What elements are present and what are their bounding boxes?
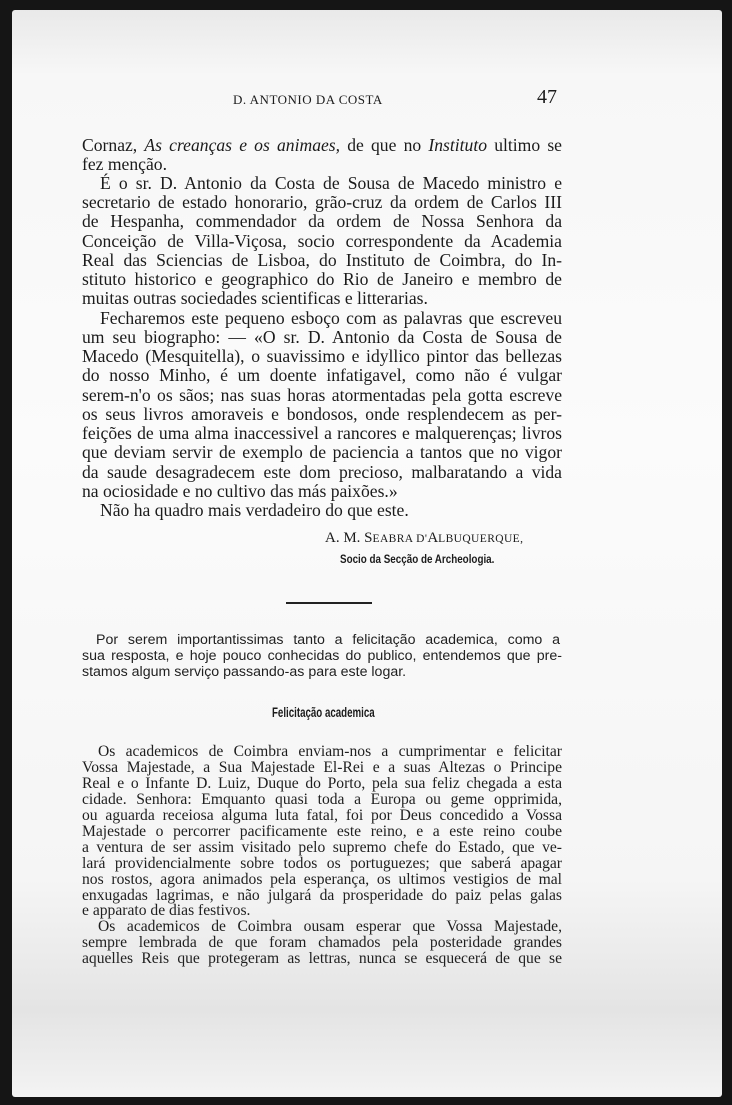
text-line: na ociosidade e no cultivo das más paixões.» — [82, 481, 398, 501]
text-line: de Hespanha, commendador da ordem de Nossa Senhora da — [82, 211, 562, 231]
signature-capital: A — [427, 530, 439, 546]
signature-name — [325, 530, 523, 547]
text-line: e apparato de dias festivos. — [82, 902, 251, 919]
text-line: que deviam servir de exemplo de paciencia a tantos que no vigor — [82, 442, 562, 462]
text-line: É o sr. D. Antonio da Costa de Sousa de Macedo ministro e — [100, 173, 562, 193]
text-line: Conceição de Villa-Viçosa, socio correspondente da Academia — [82, 231, 562, 251]
text-fragment: Cornaz, — [82, 135, 145, 155]
text-line: Vossa Majestade, a Sua Majestade El-Rei e a suas Altezas o Principe — [82, 759, 562, 776]
text-line: ou aguarda receiosa alguma luta fatal, foi por Deus concedido a Vossa — [82, 807, 562, 824]
text-line: aquelles Reis que protegeram as lettras, nunca se esquecerá de que se — [82, 950, 562, 967]
text-line: Fecharemos este pequeno esboço com as palavras que escreveu — [100, 308, 562, 328]
text-line: Por serem importantissimas tanto a felicitação academica, como a — [96, 632, 560, 648]
italic-title: Instituto — [428, 135, 488, 155]
text-line: Os academicos de Coimbra ousam esperar que Vossa Majestade, — [98, 918, 562, 935]
text-line: muitas outras sociedades scientificas e litterarias. — [82, 288, 428, 308]
signature-smallcaps: LBUQUERQUE, — [438, 533, 524, 545]
section-subtitle: Felicitação academica — [272, 705, 375, 720]
text-line: serem-n'o os sãos; nas suas horas atormentadas pela gotta escreve — [82, 385, 562, 405]
text-line: Real das Sciencias de Lisboa, do Instituto de Coimbra, do In- — [82, 250, 562, 270]
text-line: do nosso Minho, é um doente infatigavel, como não é vulgar — [82, 365, 562, 385]
text-line: enxugadas lagrimas, e não julgará da prosperidade do paiz pelas galas — [82, 887, 562, 904]
text-line: um seu biographo: — «O sr. D. Antonio da Costa de Sousa de — [82, 327, 562, 347]
text-line: Real e o Infante D. Luiz, Duque do Porto, pela sua feliz chegada a esta — [82, 775, 562, 792]
text-line: stituto historico e geographico do Rio de Janeiro e membro de — [82, 269, 562, 289]
text-line: sua resposta, e hoje pouco conhecidas do publico, entendemos que pre- — [82, 648, 562, 664]
text-line: secretario de estado honorario, grão-cruz da ordem de Carlos III — [82, 192, 562, 212]
text-fragment: ultimo se — [487, 135, 562, 155]
text-line: lará providencialmente sobre todos os portuguezes; que saberá apagar — [82, 855, 562, 872]
italic-title: As creanças e os animaes, — [144, 135, 341, 155]
text-line: sempre lembrada de que foram chamados pela posteridade grandes — [82, 934, 562, 951]
text-line: Majestade o percorrer pacificamente este reino, e a este reino coube — [82, 823, 562, 840]
signature-role: Socio da Secção de Archeologia. — [340, 552, 495, 566]
text-line: os seus livros amoraveis e bondosos, onde resplendecem as per- — [82, 404, 562, 424]
text-line: fez menção. — [82, 154, 167, 174]
signature-capital: S — [364, 530, 373, 546]
signature-smallcaps: EABRA D' — [372, 533, 428, 545]
signature-initials: A. M. — [325, 530, 365, 546]
text-line: Os academicos de Coimbra enviam-nos a cumprimentar e felicitar — [98, 743, 562, 760]
text-line — [82, 136, 562, 155]
text-line: a ventura de ser assim visitado pelo supremo chefe do Estado, que ve- — [82, 839, 562, 856]
text-line: stamos algum serviço passando-as para este logar. — [82, 664, 407, 680]
text-line: feições de uma alma inaccessivel a rancores e malquerenças; livros — [82, 423, 562, 443]
text-line: da saude desagradecem este dom precioso, malbaratando a vida — [82, 462, 562, 482]
text-line: nos rostos, agora animados pela esperança, os ultimos vestigios de mal — [82, 871, 562, 888]
text-line: Não ha quadro mais verdadeiro do que este. — [100, 500, 409, 520]
text-fragment: de que no — [340, 135, 429, 155]
page-number: 47 — [537, 86, 557, 108]
section-divider — [286, 602, 372, 604]
text-line: cidade. Senhora: Emquanto quasi toda a Europa ou geme opprimida, — [82, 791, 562, 808]
running-header: D. ANTONIO DA COSTA — [233, 92, 383, 107]
text-line: Macedo (Mesquitella), o suavissimo e idyllico pintor das bellezas — [82, 346, 562, 366]
